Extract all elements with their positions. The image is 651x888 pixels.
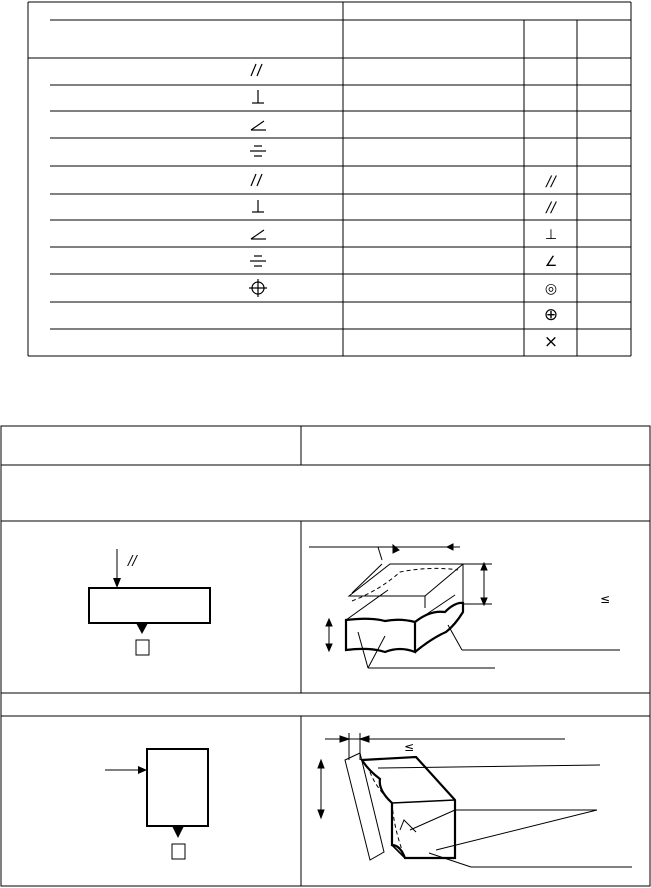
- angularity-icon: [251, 230, 266, 239]
- parallelism-icon: [251, 64, 262, 76]
- diagram-b-drawing-symbol: [105, 749, 208, 859]
- perpendicularity-icon: [252, 200, 264, 212]
- upper-table-col3-symbols: [544, 174, 558, 352]
- less-equal-symbol: ≤: [600, 592, 611, 606]
- symmetry-icon: [250, 256, 266, 266]
- parallelism-icon: //: [546, 174, 556, 190]
- diagram-a-drawing-symbol: [89, 549, 210, 655]
- perpendicularity-icon: ⊥: [544, 227, 558, 243]
- parallelism-icon: [251, 174, 262, 186]
- angularity-icon: ∠: [544, 254, 558, 270]
- upper-table: [28, 2, 631, 356]
- position-icon: [249, 279, 267, 297]
- upper-table-col1-symbols: [249, 64, 267, 297]
- less-equal-symbol: ≤: [404, 740, 415, 754]
- lower-table: [1, 426, 650, 886]
- perpendicularity-icon: [252, 90, 264, 103]
- position-icon: ⊕: [543, 305, 559, 325]
- diagram-a-tolerance-zone: [309, 544, 620, 668]
- angularity-icon: [251, 121, 266, 130]
- parallelism-icon: //: [128, 554, 137, 569]
- parallelism-icon: //: [546, 200, 556, 216]
- symmetry-icon: [250, 146, 266, 156]
- concentricity-icon: ◎: [544, 281, 558, 297]
- diagram-b-tolerance-zone: [318, 733, 632, 867]
- cross-icon: ×: [543, 332, 559, 352]
